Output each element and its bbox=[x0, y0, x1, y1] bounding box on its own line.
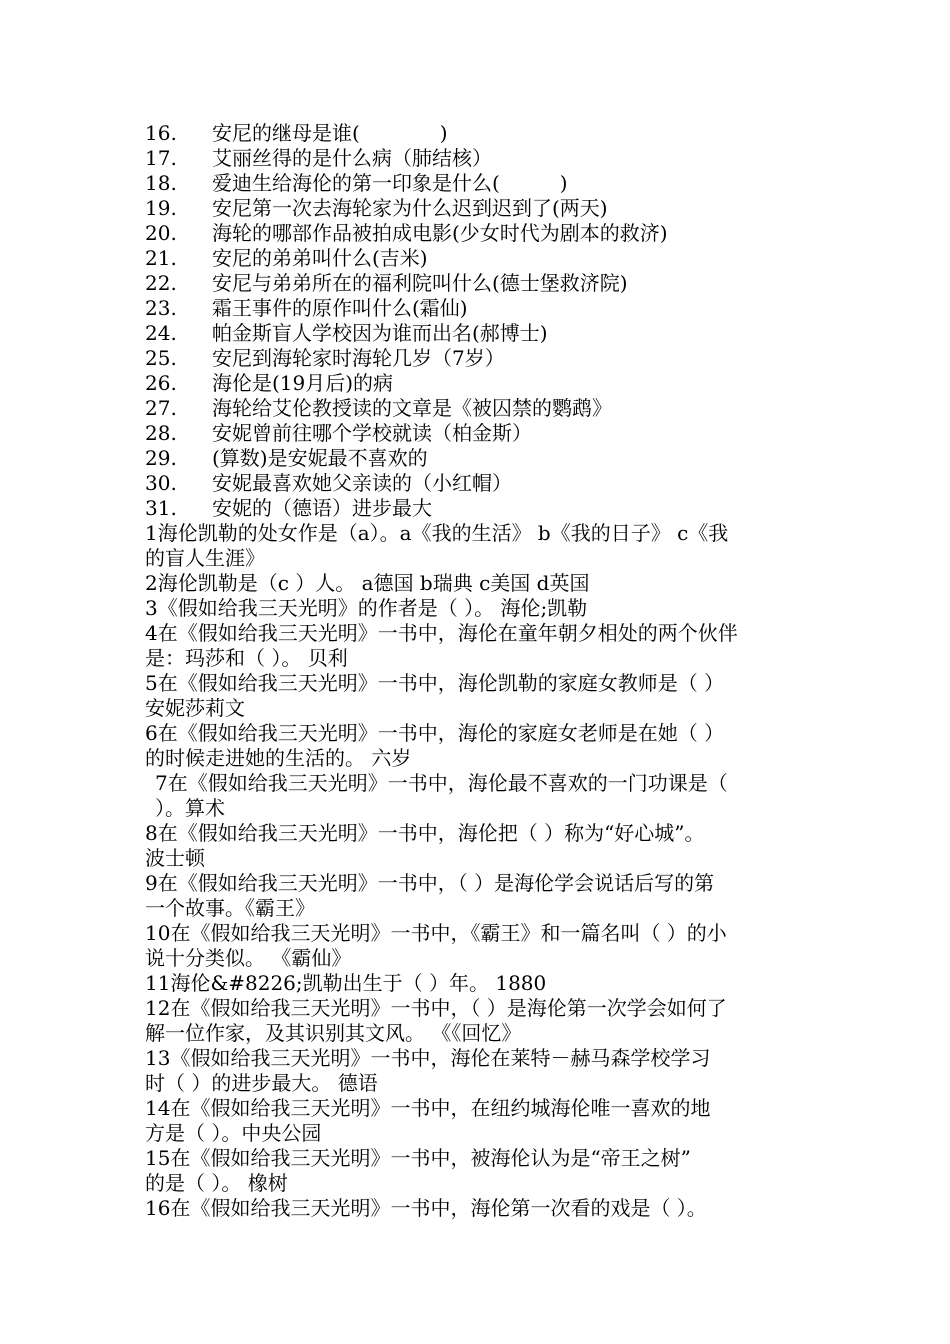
list-item bbox=[145, 121, 815, 146]
quiz-question bbox=[145, 821, 815, 871]
list-item bbox=[145, 271, 815, 296]
question-line: 的时候走进她的生活的。 六岁 bbox=[145, 746, 412, 770]
item-text: (算数)是安妮最不喜欢的 bbox=[212, 446, 428, 470]
question-line: 1海伦凯勒的处女作是（a）。a《我的生活》 b《我的日子》 c《我 bbox=[145, 521, 729, 545]
item-text: 海轮的哪部作品被拍成电影(少女时代为剧本的救济) bbox=[212, 221, 668, 245]
question-line: 6在《假如给我三天光明》一书中，海伦的家庭女老师是在她（ ） bbox=[145, 721, 725, 745]
question-line: 9在《假如给我三天光明》一书中，（ ）是海伦学会说话后写的第 bbox=[145, 871, 715, 895]
item-text: 安尼第一次去海轮家为什么迟到迟到了(两天) bbox=[212, 196, 608, 220]
quiz-question bbox=[145, 1196, 815, 1221]
item-text: 爱迪生给海伦的第一印象是什么( ) bbox=[212, 171, 568, 195]
item-text: 安妮最喜欢她父亲读的（小红帽） bbox=[212, 471, 512, 495]
quiz-question bbox=[145, 871, 815, 921]
question-line: 14在《假如给我三天光明》一书中，在纽约城海伦唯一喜欢的地 bbox=[145, 1096, 711, 1120]
numbered-question-list bbox=[145, 121, 815, 521]
quiz-question bbox=[145, 571, 815, 596]
quiz-question bbox=[145, 1096, 815, 1146]
question-line: 8在《假如给我三天光明》一书中，海伦把（ ）称为“好心城”。 bbox=[145, 821, 705, 845]
question-line: 7在《假如给我三天光明》一书中，海伦最不喜欢的一门功课是（ bbox=[155, 771, 728, 795]
question-line: 是：玛莎和（ ）。 贝利 bbox=[145, 646, 348, 670]
item-text: 安尼与弟弟所在的福利院叫什么(德士堡救济院) bbox=[212, 271, 628, 295]
quiz-question bbox=[145, 721, 815, 771]
question-line: 12在《假如给我三天光明》一书中，（ ）是海伦第一次学会如何了 bbox=[145, 996, 727, 1020]
list-item bbox=[145, 496, 815, 521]
item-text: 艾丽丝得的是什么病（肺结核） bbox=[212, 146, 492, 170]
quiz-question bbox=[145, 771, 815, 821]
list-item bbox=[145, 446, 815, 471]
item-number: 25. bbox=[145, 346, 177, 370]
question-line: 10在《假如给我三天光明》一书中，《霸王》和一篇名叫（ ）的小 bbox=[145, 921, 727, 945]
list-item bbox=[145, 396, 815, 421]
question-line: 的盲人生涯》 bbox=[145, 546, 265, 570]
quiz-question bbox=[145, 671, 815, 721]
question-line: 一个故事。《霸王》 bbox=[145, 896, 315, 920]
question-line: 2海伦凯勒是（c ）人。 a德国 b瑞典 c美国 d英国 bbox=[145, 571, 590, 595]
item-text: 霜王事件的原作叫什么(霜仙) bbox=[212, 296, 468, 320]
item-number: 21. bbox=[145, 246, 177, 270]
quiz-question bbox=[145, 971, 815, 996]
quiz-question bbox=[145, 996, 815, 1046]
question-line: 方是（ ）。中央公园 bbox=[145, 1121, 322, 1145]
list-item bbox=[145, 296, 815, 321]
question-line: 11海伦&#8226;凯勒出生于（ ）年。 1880 bbox=[145, 971, 547, 995]
item-text: 海伦是(19月后)的病 bbox=[212, 371, 394, 395]
item-number: 18. bbox=[145, 171, 177, 195]
item-number: 26. bbox=[145, 371, 177, 395]
question-line: 16在《假如给我三天光明》一书中，海伦第一次看的戏是（ ）。 bbox=[145, 1196, 707, 1220]
item-number: 16. bbox=[145, 121, 177, 145]
question-line: 15在《假如给我三天光明》一书中，被海伦认为是“帝王之树” bbox=[145, 1146, 691, 1170]
item-number: 17. bbox=[145, 146, 177, 170]
item-number: 24. bbox=[145, 321, 177, 345]
list-item bbox=[145, 221, 815, 246]
quiz-question bbox=[145, 596, 815, 621]
quiz-question bbox=[145, 1046, 815, 1096]
question-line: 3《假如给我三天光明》的作者是（ ）。 海伦;凯勒 bbox=[145, 596, 588, 620]
item-number: 20. bbox=[145, 221, 177, 245]
quiz-question bbox=[145, 921, 815, 971]
question-line: 13《假如给我三天光明》一书中，海伦在莱特－赫马森学校学习 bbox=[145, 1046, 711, 1070]
question-line: 时（ ）的进步最大。 德语 bbox=[145, 1071, 378, 1095]
item-number: 23. bbox=[145, 296, 177, 320]
quiz-question bbox=[145, 621, 815, 671]
list-item bbox=[145, 346, 815, 371]
item-number: 29. bbox=[145, 446, 177, 470]
list-item bbox=[145, 321, 815, 346]
item-text: 安尼的继母是谁( ) bbox=[212, 121, 448, 145]
quiz-question bbox=[145, 521, 815, 571]
item-number: 19. bbox=[145, 196, 177, 220]
item-text: 安尼的弟弟叫什么(吉米) bbox=[212, 246, 428, 270]
question-line: 解一位作家，及其识别其文风。 《《回忆》 bbox=[145, 1021, 522, 1045]
item-number: 31. bbox=[145, 496, 177, 520]
item-text: 安妮曾前往哪个学校就读（柏金斯） bbox=[212, 421, 532, 445]
item-text: 安妮的（德语）进步最大 bbox=[212, 496, 432, 520]
item-text: 帕金斯盲人学校因为谁而出名(郝博士) bbox=[212, 321, 548, 345]
list-item bbox=[145, 196, 815, 221]
list-item bbox=[145, 146, 815, 171]
item-number: 22. bbox=[145, 271, 177, 295]
question-line: 5在《假如给我三天光明》一书中，海伦凯勒的家庭女教师是（ ） bbox=[145, 671, 725, 695]
list-item bbox=[145, 421, 815, 446]
question-line: 说十分类似。 《霸仙》 bbox=[145, 946, 352, 970]
question-line: 波士顿 bbox=[145, 846, 205, 870]
question-line: 安妮莎莉文 bbox=[145, 696, 245, 720]
list-item bbox=[145, 371, 815, 396]
item-text: 安尼到海轮家时海轮几岁（7岁） bbox=[212, 346, 505, 370]
item-number: 28. bbox=[145, 421, 177, 445]
question-line: 4在《假如给我三天光明》一书中，海伦在童年朝夕相处的两个伙伴 bbox=[145, 621, 738, 645]
question-line: 的是（ ）。 橡树 bbox=[145, 1171, 288, 1195]
item-number: 27. bbox=[145, 396, 177, 420]
quiz-question-list bbox=[145, 521, 815, 1221]
item-number: 30. bbox=[145, 471, 177, 495]
quiz-question bbox=[145, 1146, 815, 1196]
item-text: 海轮给艾伦教授读的文章是《被囚禁的鹦鹉》 bbox=[212, 396, 612, 420]
list-item bbox=[145, 471, 815, 496]
document-body bbox=[145, 121, 815, 1221]
question-line: ）。算术 bbox=[155, 796, 225, 820]
list-item bbox=[145, 171, 815, 196]
list-item bbox=[145, 246, 815, 271]
